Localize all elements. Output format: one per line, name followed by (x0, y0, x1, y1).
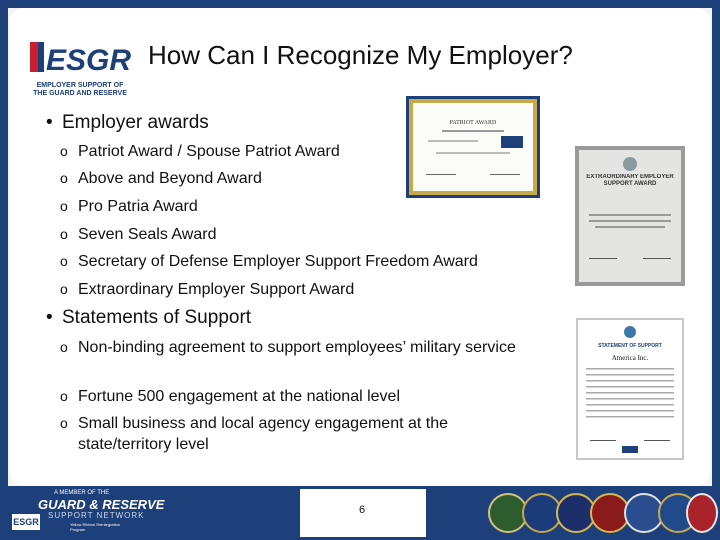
list-item (60, 413, 518, 455)
footer-esgr-mark: ESGR (12, 514, 40, 530)
logo-subtitle (28, 82, 132, 98)
cert-seal-icon (624, 326, 636, 338)
circle-bullet-icon: o (60, 281, 68, 297)
cert-line (436, 152, 510, 154)
network-line3: SUPPORT NETWORK (48, 511, 145, 520)
cert-line (586, 398, 674, 400)
page-number: 6 (358, 504, 366, 516)
extraordinary-award-certificate (575, 146, 685, 286)
cert-signature-line (490, 174, 520, 175)
cert-title: STATEMENT OF SUPPORT (598, 343, 662, 349)
cert-line (589, 220, 671, 222)
cert-title: EXTRAORDINARY EMPLOYER SUPPORT AWARD (586, 174, 674, 187)
list-item (60, 168, 262, 189)
section-heading-statements (46, 307, 251, 329)
cert-signature-line (426, 174, 456, 175)
logo-flag-blue (38, 42, 44, 72)
cert-signature-line (590, 440, 616, 441)
statement-of-support-certificate (576, 318, 684, 460)
circle-bullet-icon: o (60, 170, 68, 186)
cert-signature-line (644, 440, 670, 441)
circle-bullet-icon: o (60, 226, 68, 242)
circle-bullet-icon: o (60, 339, 68, 355)
cert-signature-line (589, 258, 617, 259)
circle-bullet-icon: o (60, 388, 68, 404)
list-item (60, 386, 518, 407)
list-item (60, 224, 217, 245)
logo-text: ESGR (46, 44, 132, 77)
cert-paper (578, 320, 682, 458)
cert-line (586, 410, 674, 412)
list-item (60, 337, 518, 358)
list-item-text: Above and Beyond Award (78, 170, 262, 187)
section-heading-text: Statements of Support (62, 307, 252, 328)
list-item-text: Pro Patria Award (78, 198, 198, 215)
cert-line (586, 392, 674, 394)
cert-title: PATRIOT AWARD (449, 120, 497, 126)
bullet-icon: • (46, 112, 53, 133)
network-line1: A MEMBER OF THE (54, 490, 110, 496)
cert-line (428, 140, 478, 142)
list-item (60, 251, 478, 272)
network-line2: GUARD & RESERVE (38, 497, 165, 512)
frame-top (0, 0, 720, 8)
circle-bullet-icon: o (60, 415, 68, 431)
cert-seal-icon (623, 157, 637, 171)
bullet-icon: • (46, 307, 53, 328)
cert-line (586, 380, 674, 382)
circle-bullet-icon: o (60, 253, 68, 269)
list-item (60, 279, 355, 300)
section-heading-text: Employer awards (62, 112, 209, 133)
cert-line (586, 416, 674, 418)
logo-subtitle-line1: EMPLOYER SUPPORT OF (36, 82, 124, 89)
cert-line (586, 368, 674, 370)
frame-right (712, 0, 720, 540)
circle-bullet-icon: o (60, 143, 68, 159)
cert-line (586, 404, 674, 406)
page-title: How Can I Recognize My Employer? (148, 40, 573, 70)
logo-subtitle-line2: THE GUARD AND RESERVE (33, 90, 127, 97)
cert-line (586, 386, 674, 388)
cert-signature-line (643, 258, 671, 259)
coast-guard-seal-icon (686, 493, 718, 533)
yellow-ribbon-text: Yellow Ribbon Reintegration Program (70, 522, 121, 532)
cert-line (442, 130, 504, 132)
logo-flag-red (30, 42, 38, 72)
list-item-text: Extraordinary Employer Support Award (78, 281, 355, 298)
list-item-text: Non-binding agreement to support employees’ military service (78, 339, 516, 356)
list-item-text: Secretary of Defense Employer Support Freedom Award (78, 253, 478, 270)
list-item (60, 141, 340, 162)
cert-esgr-mark (501, 136, 523, 148)
cert-line (595, 226, 665, 228)
cert-org-name: America Inc. (611, 354, 649, 362)
list-item-text: Small business and local agency engagement at the state/territory level (78, 415, 449, 453)
list-item (60, 196, 198, 217)
section-heading-awards (46, 112, 209, 134)
list-item-text: Patriot Award / Spouse Patriot Award (78, 143, 340, 160)
patriot-award-certificate (406, 96, 540, 198)
list-item-text: Fortune 500 engagement at the national level (78, 388, 401, 405)
cert-line (589, 214, 671, 216)
cert-esgr-mark (622, 446, 638, 453)
circle-bullet-icon: o (60, 198, 68, 214)
list-item-text: Seven Seals Award (78, 226, 217, 243)
guard-reserve-network-logo (8, 488, 165, 536)
cert-line (586, 374, 674, 376)
frame-left (0, 0, 8, 540)
